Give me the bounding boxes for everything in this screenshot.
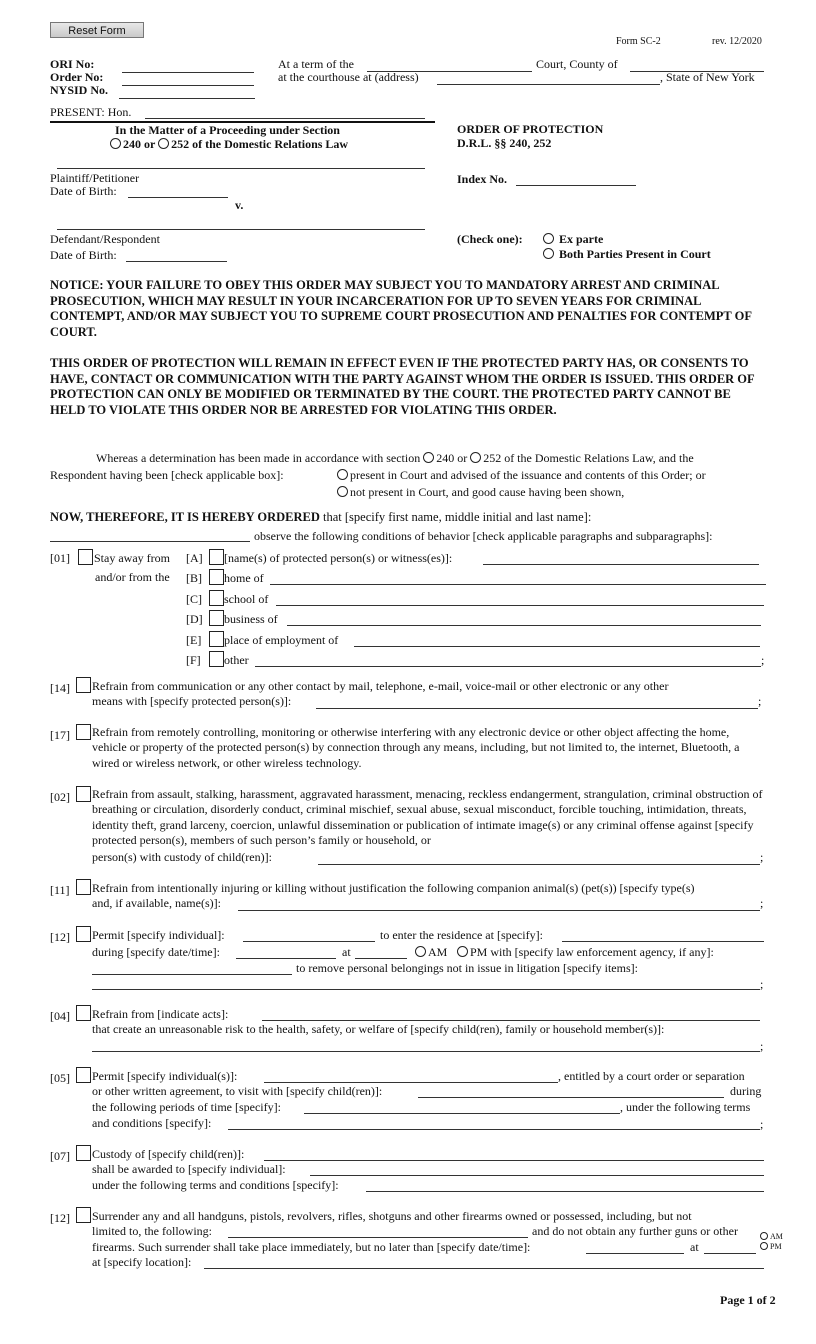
p01b-label: home of — [224, 571, 264, 585]
p04-risk-text: that create an unreasonable risk to the health, safety, or welfare of [specify child(ren), family or household member(s)]: — [92, 1022, 665, 1036]
p12b-am-label: AM — [770, 1232, 783, 1241]
p12b-location-field[interactable] — [204, 1254, 764, 1269]
whereas-text: Whereas a determination has been made in accordance with section — [96, 451, 421, 465]
observe-text: observe the following conditions of behavior [check applicable paragraphs and subparagraphs]: — [254, 529, 713, 543]
p05-permit-label: Permit [specify individual(s)]: — [92, 1069, 238, 1083]
p01-checkbox[interactable] — [78, 549, 93, 565]
p04-refrain-label: Refrain from [indicate acts]: — [92, 1007, 229, 1021]
p04-number: [04] — [50, 1009, 70, 1023]
p11-name-label: and, if available, name(s)]: — [92, 896, 221, 910]
p01-number: [01] — [50, 551, 70, 565]
p05-children-field[interactable] — [418, 1083, 724, 1098]
p14-number: [14] — [50, 681, 70, 695]
p12b-am-radio[interactable] — [760, 1232, 768, 1240]
p01d-field[interactable] — [287, 611, 761, 626]
p05-individual-field[interactable] — [264, 1068, 558, 1083]
whereas-252-label: 252 of the Domestic Relations Law, and the — [483, 451, 694, 465]
p12a-pm-label: PM with [specify law enforcement agency, if any]: — [470, 945, 714, 959]
p12a-at-label: at — [342, 945, 351, 959]
p01b-checkbox[interactable] — [209, 569, 224, 585]
p11-text: Refrain from intentionally injuring or killing without justification the following companion animal(s) (pet(s)) [specify type(s) — [92, 881, 695, 895]
section-252-label: 252 of the Domestic Relations Law — [171, 137, 349, 151]
p11-checkbox[interactable] — [76, 879, 91, 895]
p12a-number: [12] — [50, 930, 70, 944]
both-parties-radio[interactable] — [543, 248, 554, 259]
nysid-field[interactable] — [119, 84, 255, 99]
dob2-label: Date of Birth: — [50, 248, 117, 262]
p04-members-field[interactable] — [92, 1037, 760, 1052]
p12b-text: Surrender any and all handguns, pistols, revolvers, rifles, shotguns and other firearms owned or possessed, including, but not — [92, 1209, 692, 1223]
p05-entitled-label: , entitled by a court order or separation — [558, 1069, 745, 1083]
p14-field[interactable] — [316, 694, 758, 709]
p05-visit-label: or other written agreement, to visit with [specify child(ren)]: — [92, 1084, 383, 1098]
p01f-letter: [F] — [186, 653, 201, 667]
judge-field[interactable] — [145, 104, 425, 119]
p12a-am-label: AM — [428, 945, 448, 959]
p12b-pm-radio[interactable] — [760, 1242, 768, 1250]
p01d-checkbox[interactable] — [209, 610, 224, 626]
p01b-field[interactable] — [270, 570, 766, 585]
p12a-permit-label: Permit [specify individual]: — [92, 928, 225, 942]
p12b-no-further-text: and do not obtain any further guns or other — [532, 1224, 738, 1238]
dob1-label: Date of Birth: — [50, 184, 117, 198]
p07-individual-field[interactable] — [310, 1161, 764, 1176]
p14-semicolon: ; — [758, 694, 762, 708]
p12b-pm-label: PM — [770, 1242, 782, 1251]
term-label: At a term of the — [278, 57, 354, 71]
p02-field[interactable] — [318, 850, 760, 865]
p01f-semicolon: ; — [761, 653, 765, 667]
defendant-label: Defendant/Respondent — [50, 232, 160, 246]
p12a-agency-field[interactable] — [92, 960, 292, 975]
p12b-limited-label: limited to, the following: — [92, 1224, 212, 1238]
p17-text: Refrain from remotely controlling, monitoring or otherwise interfering with any electronic device or other object affecting the home, vehicle or property of the protected person(s) by connection through any means, including, but not limited to, the internet, Bluetooth, a wired or wireless network, or other wireless technology. — [92, 725, 740, 770]
p14-text: Refrain from communication or any other contact by mail, telephone, e-mail, voice-mail or other electronic or any other — [92, 679, 669, 693]
p12a-checkbox[interactable] — [76, 926, 91, 942]
p07-number: [07] — [50, 1149, 70, 1163]
p01a-letter: [A] — [186, 551, 203, 565]
drl-citation: D.R.L. §§ 240, 252 — [457, 136, 552, 150]
form-id: Form SC-2 — [616, 36, 661, 47]
p12b-time-field[interactable] — [704, 1239, 756, 1254]
reset-form-button[interactable]: Reset Form — [50, 22, 144, 38]
p01a-label: [name(s) of protected person(s) or witness(es)]: — [224, 551, 453, 565]
p01c-letter: [C] — [186, 592, 202, 606]
p12b-surrender-text: firearms. Such surrender shall take place immediately, but no later than [specify date/time]: — [92, 1240, 531, 1254]
court-county-label: Court, County of — [536, 57, 618, 71]
p07-custody-label: Custody of [specify child(ren)]: — [92, 1147, 245, 1161]
p12b-number: [12] — [50, 1211, 70, 1225]
check-one-label: (Check one): — [457, 232, 523, 246]
p12b-date-field[interactable] — [586, 1239, 684, 1254]
p12a-date-field[interactable] — [236, 944, 336, 959]
p01d-letter: [D] — [186, 612, 203, 626]
p01d-label: business of — [224, 612, 278, 626]
ordered-heading: NOW, THEREFORE, IT IS HEREBY ORDERED — [50, 510, 320, 524]
p12a-time-field[interactable] — [355, 944, 407, 959]
section-252-radio[interactable] — [158, 138, 169, 149]
p01a-checkbox[interactable] — [209, 549, 224, 565]
p11-field[interactable] — [238, 896, 760, 911]
p07-children-field[interactable] — [264, 1146, 764, 1161]
p04-checkbox[interactable] — [76, 1005, 91, 1021]
p01c-checkbox[interactable] — [209, 590, 224, 606]
p12b-at-label: at — [690, 1240, 699, 1254]
p02-checkbox[interactable] — [76, 786, 91, 802]
plaintiff-name-field[interactable] — [57, 168, 425, 169]
and-or-label: and/or from the — [95, 570, 170, 584]
p12a-individual-field[interactable] — [243, 927, 375, 942]
notice-penalty: NOTICE: YOUR FAILURE TO OBEY THIS ORDER MAY SUBJECT YOU TO MANDATORY ARREST AND CRIMINAL PROSECUTION, WHICH MAY RESULT IN YOUR INCARCERATION FOR UP TO SEVEN YEARS FOR CRIMINAL CONTEMPT, AND/OR MAY SUBJECT YOU TO SUPREME COURT PROSECUTION AND PENALTIES FOR CONTEMPT OF COURT. — [50, 278, 752, 339]
plaintiff-label: Plaintiff/Petitioner — [50, 171, 140, 185]
p12a-semicolon: ; — [760, 977, 764, 991]
p05-conditions-label: and conditions [specify]: — [92, 1116, 212, 1130]
p12a-enter-label: to enter the residence at [specify]: — [380, 928, 543, 942]
p14-checkbox[interactable] — [76, 677, 91, 693]
dob1-field[interactable] — [128, 183, 228, 198]
courthouse-label: at the courthouse at (address) — [278, 70, 419, 84]
p05-conditions-field[interactable] — [228, 1115, 760, 1130]
section-240-radio[interactable] — [110, 138, 121, 149]
p02-text: Refrain from assault, stalking, harassment, aggravated harassment, menacing, reckless endangerment, strangulation, criminal obstruction of breathing or circulation, disorderly conduct, criminal mischief, sexual abuse, sexual misconduct, forcible touching, intimidation, threats, identity theft, grand larceny, coercion, unlawful dissemination or publication of intimate image(s) or any criminal offense against [specify protected person(s), members of such person’s family or household, or — [92, 787, 763, 848]
p05-periods-label: the following periods of time [specify]: — [92, 1100, 281, 1114]
whereas-240-label: 240 or — [436, 451, 468, 465]
section-240-label: 240 or — [123, 137, 156, 151]
p05-during-label: during — [730, 1084, 762, 1098]
courthouse-field[interactable] — [437, 70, 660, 85]
respondent-name-field[interactable] — [50, 527, 250, 542]
p05-semicolon: ; — [760, 1117, 764, 1131]
order-title: ORDER OF PROTECTION — [457, 122, 604, 136]
p01e-label: place of employment of — [224, 633, 339, 647]
p12a-items-field[interactable] — [92, 975, 760, 990]
whereas-252-radio[interactable] — [470, 452, 481, 463]
p01-items — [186, 549, 766, 674]
index-field[interactable] — [516, 171, 636, 186]
p01e-field[interactable] — [354, 632, 760, 647]
p12b-firearms-field[interactable] — [228, 1223, 528, 1238]
present-label: PRESENT: Hon. — [50, 105, 132, 119]
p07-checkbox[interactable] — [76, 1145, 91, 1161]
p01c-label: school of — [224, 592, 269, 606]
p04-acts-field[interactable] — [262, 1006, 760, 1021]
form-revision: rev. 12/2020 — [712, 36, 762, 47]
state-label: , State of New York — [660, 70, 755, 84]
p02-semicolon: ; — [760, 850, 764, 864]
present-radio[interactable] — [337, 469, 348, 480]
p01a-field[interactable] — [483, 550, 759, 565]
p17-number: [17] — [50, 728, 70, 742]
p05-checkbox[interactable] — [76, 1067, 91, 1083]
present-label: present in Court and advised of the issuance and contents of this Order; or — [350, 468, 706, 482]
notice-effect: THIS ORDER OF PROTECTION WILL REMAIN IN EFFECT EVEN IF THE PROTECTED PARTY HAS, OR CONSENTS TO HAVE, CONTACT OR COMMUNICATION WITH THE PARTY AGAINST WHOM THE ORDER IS ISSUED. THIS ORDER OF PROTECTION CAN ONLY BE MODIFIED OR TERMINATED BY THE COURT. THE PROTECTED PARTY CANNOT BE HELD TO VIOLATE THIS ORDER NOR BE ARRESTED FOR VIOLATING THIS ORDER. — [50, 356, 755, 417]
p05-terms-label: , under the following terms — [620, 1100, 751, 1114]
ordered-text: that [specify first name, middle initial and last name]: — [323, 510, 592, 524]
p11-semicolon: ; — [760, 896, 764, 910]
ex-parte-label: Ex parte — [559, 232, 604, 246]
p12b-location-label: at [specify location]: — [92, 1255, 192, 1269]
stay-away-label: Stay away from — [94, 551, 170, 565]
p04-semicolon: ; — [760, 1039, 764, 1053]
both-parties-label: Both Parties Present in Court — [559, 247, 711, 261]
p12a-residence-field[interactable] — [562, 927, 764, 942]
p05-number: [05] — [50, 1071, 70, 1085]
p01e-checkbox[interactable] — [209, 631, 224, 647]
respondent-check-label: Respondent having been [check applicable box]: — [50, 468, 284, 482]
p12a-during-label: during [specify date/time]: — [92, 945, 220, 959]
p14-means-label: means with [specify protected person(s)]: — [92, 694, 292, 708]
dob2-field[interactable] — [126, 247, 227, 262]
versus-label: v. — [235, 198, 244, 212]
p12a-am-radio[interactable] — [415, 946, 426, 957]
index-label: Index No. — [457, 172, 508, 186]
p01b-letter: [B] — [186, 571, 202, 585]
page-number: Page 1 of 2 — [720, 1293, 776, 1307]
p01c-field[interactable] — [276, 591, 764, 606]
p12b-checkbox[interactable] — [76, 1207, 91, 1223]
p11-number: [11] — [50, 883, 70, 897]
p01e-letter: [E] — [186, 633, 202, 647]
p07-awarded-label: shall be awarded to [specify individual]: — [92, 1162, 286, 1176]
p07-terms-field[interactable] — [366, 1177, 764, 1192]
ex-parte-radio[interactable] — [543, 233, 554, 244]
p05-periods-field[interactable] — [304, 1099, 620, 1114]
p12a-pm-radio[interactable] — [457, 946, 468, 957]
order-label: Order No: — [50, 70, 104, 84]
whereas-240-radio[interactable] — [423, 452, 434, 463]
p02-custody-label: person(s) with custody of child(ren)]: — [92, 850, 272, 864]
not-present-radio[interactable] — [337, 486, 348, 497]
p01f-checkbox[interactable] — [209, 651, 224, 667]
p01f-label: other — [224, 653, 249, 667]
p12a-remove-label: to remove personal belongings not in issue in litigation [specify items]: — [296, 961, 638, 975]
p02-number: [02] — [50, 790, 70, 804]
p01f-field[interactable] — [255, 652, 761, 667]
ori-label: ORI No: — [50, 57, 95, 71]
p17-checkbox[interactable] — [76, 724, 91, 740]
nysid-label: NYSID No. — [50, 83, 109, 97]
p07-terms-label: under the following terms and conditions [specify]: — [92, 1178, 339, 1192]
matter-heading: In the Matter of a Proceeding under Section — [115, 123, 340, 137]
not-present-label: not present in Court, and good cause having been shown, — [350, 485, 625, 499]
defendant-name-field[interactable] — [57, 229, 425, 230]
